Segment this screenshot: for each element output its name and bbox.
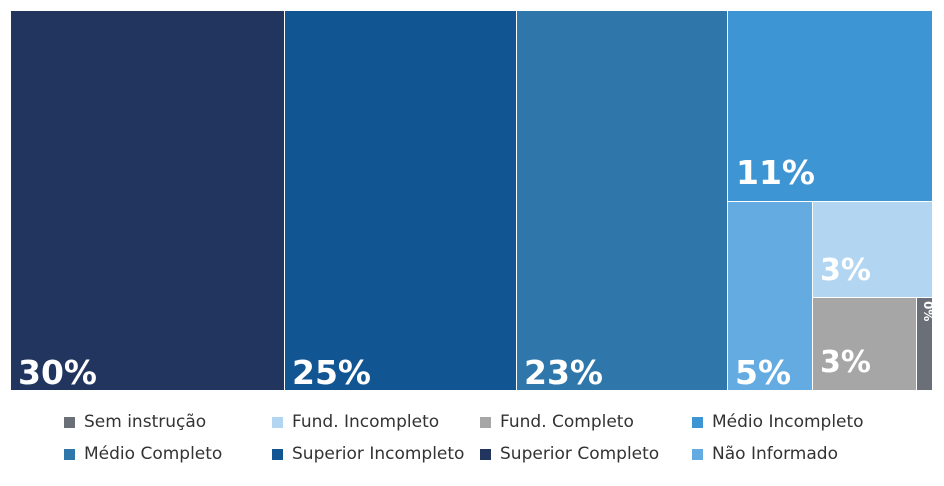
legend-item-fund-incompleto xyxy=(272,412,480,432)
legend-label: Fund. Incompleto xyxy=(292,412,440,432)
legend-item-superior-completo xyxy=(480,444,692,464)
legend-swatch xyxy=(272,417,283,428)
tile-superior-completo xyxy=(11,11,284,390)
tile-value-label: 5% xyxy=(735,353,792,392)
tile-value-label: 3% xyxy=(820,345,871,380)
legend-swatch xyxy=(692,449,703,460)
legend-label: Superior Incompleto xyxy=(292,444,465,464)
legend-swatch xyxy=(480,417,491,428)
legend-item-nao-informado xyxy=(692,444,912,464)
legend-label: Não Informado xyxy=(712,444,838,464)
legend xyxy=(64,406,924,470)
tile-value-label: 0% xyxy=(921,301,935,322)
legend-label: Médio Completo xyxy=(84,444,223,464)
legend-swatch xyxy=(692,417,703,428)
legend-label: Médio Incompleto xyxy=(712,412,864,432)
legend-swatch xyxy=(272,449,283,460)
legend-item-sem-instrucao xyxy=(64,412,272,432)
tile-superior-incompleto xyxy=(285,11,516,390)
tile-value-label: 3% xyxy=(820,253,871,288)
legend-item-medio-completo xyxy=(64,444,272,464)
legend-row xyxy=(64,438,924,470)
tile-medio-completo xyxy=(517,11,727,390)
legend-label: Fund. Completo xyxy=(500,412,634,432)
legend-label: Sem instrução xyxy=(84,412,207,432)
legend-swatch xyxy=(480,449,491,460)
legend-item-fund-completo xyxy=(480,412,692,432)
tile-value-label: 30% xyxy=(18,353,97,392)
legend-swatch xyxy=(64,449,75,460)
legend-item-medio-incompleto xyxy=(692,412,912,432)
legend-item-superior-incompleto xyxy=(272,444,480,464)
tile-value-label: 23% xyxy=(524,353,603,392)
tile-value-label: 25% xyxy=(292,353,371,392)
legend-row xyxy=(64,406,924,438)
tile-value-label: 11% xyxy=(736,153,815,192)
legend-label: Superior Completo xyxy=(500,444,660,464)
legend-swatch xyxy=(64,417,75,428)
